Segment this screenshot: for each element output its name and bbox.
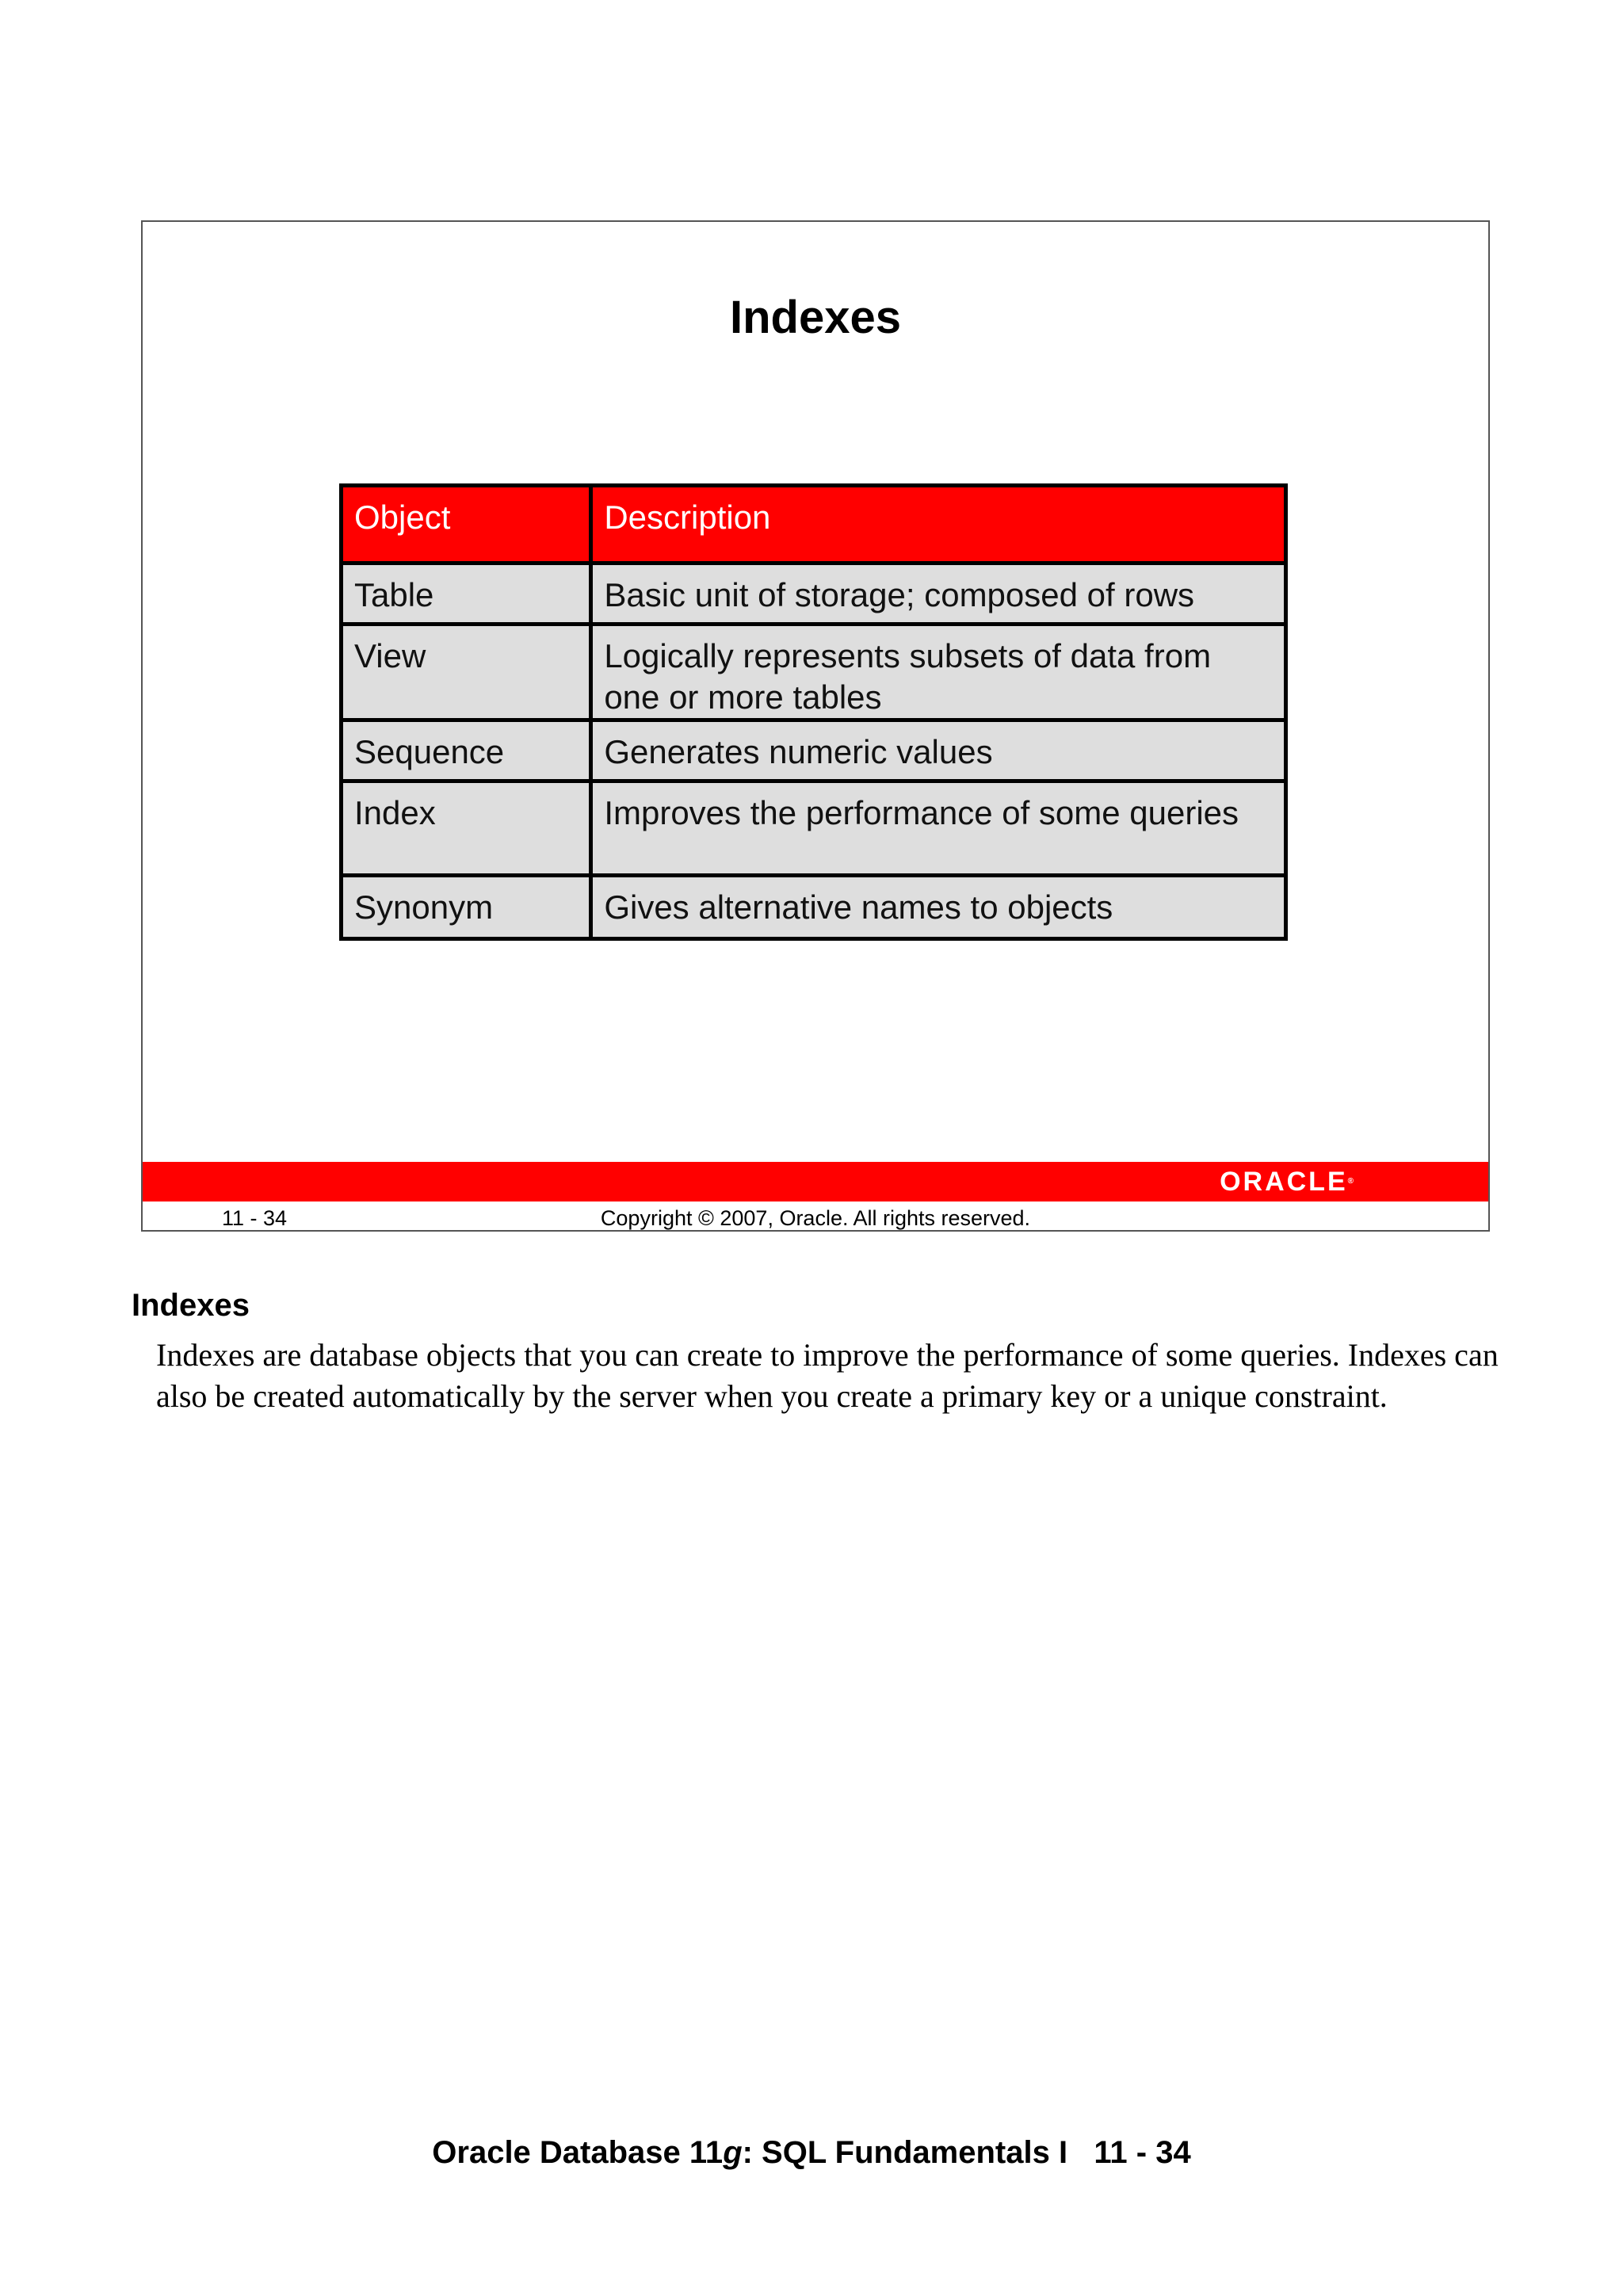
footer-italic: g	[723, 2135, 743, 2170]
slide-footer-band	[143, 1162, 1488, 1201]
oracle-logo-text: ORACLE	[1220, 1167, 1348, 1197]
table-row	[342, 876, 1286, 939]
table-row	[342, 563, 1286, 625]
description-cell: Improves the performance of some queries	[591, 781, 1286, 876]
object-cell: Synonym	[342, 876, 591, 939]
description-cell: Logically represents subsets of data from one or more tables	[591, 625, 1286, 720]
footer-prefix: Oracle Database 11	[432, 2135, 724, 2170]
footer-suffix: : SQL Fundamentals I 11 - 34	[742, 2135, 1191, 2170]
slide-frame	[141, 220, 1490, 1232]
object-cell: Index	[342, 781, 591, 876]
object-cell: View	[342, 625, 591, 720]
object-cell: Table	[342, 563, 591, 625]
header-object: Object	[342, 486, 591, 563]
slide-number: 11 - 34	[222, 1206, 288, 1230]
object-cell: Sequence	[342, 720, 591, 781]
table-row	[342, 625, 1286, 720]
slide-title: Indexes	[730, 292, 901, 343]
table-row	[342, 720, 1286, 781]
notes-body: Indexes are database objects that you can create to improve the performance of some queries. Indexes can also be created automatically by the server when you create a primary key or a unique constraint.	[156, 1337, 1499, 1414]
objects-table	[339, 483, 1288, 941]
description-cell: Gives alternative names to objects	[591, 876, 1286, 939]
copyright-notice: Copyright © 2007, Oracle. All rights reserved.	[600, 1206, 1031, 1230]
header-description: Description	[591, 486, 1286, 563]
description-cell: Basic unit of storage; composed of rows	[591, 563, 1286, 625]
notes-heading: Indexes	[132, 1288, 250, 1323]
page-footer	[0, 2135, 1623, 2171]
description-cell: Generates numeric values	[591, 720, 1286, 781]
table-row	[342, 781, 1286, 876]
oracle-logo: ORACLE®	[1220, 1167, 1354, 1197]
table-header-row	[342, 486, 1286, 563]
